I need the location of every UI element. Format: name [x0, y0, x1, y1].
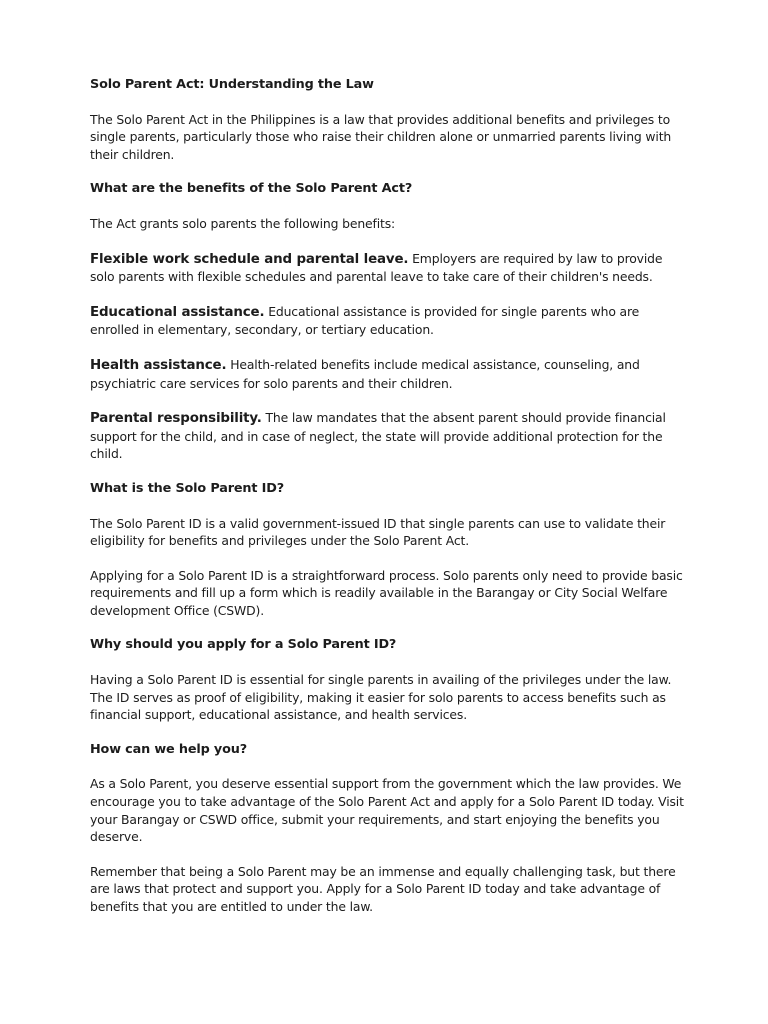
- document-page: [90, 76, 690, 933]
- benefit-title: Health assistance.: [90, 357, 227, 373]
- section-heading-solo-parent-id: What is the Solo Parent ID?: [90, 480, 284, 496]
- section-heading-benefits: What are the benefits of the Solo Parent Act?: [90, 181, 413, 197]
- benefit-text: Employers are required by law to provide solo parents with flexible schedules and parental leave to take care of their children's needs.: [90, 250, 663, 285]
- benefit-text: Educational assistance is provided for single parents who are enrolled in elementary, secondary, or tertiary education.: [90, 303, 640, 338]
- benefit-item: [90, 409, 690, 463]
- benefit-title: Parental responsibility.: [90, 411, 262, 427]
- help-paragraph: As a Solo Parent, you deserve essential support from the government which the law provides. We encourage you to take advantage of the Solo Parent Act and apply for a Solo Parent ID today. Visit your Barangay or CSWD office, submit your requirements, and start enjoying the benefits you deserve.: [90, 776, 684, 845]
- section-heading-help: How can we help you?: [90, 741, 247, 757]
- benefits-intro-paragraph: The Act grants solo parents the following benefits:: [90, 215, 396, 231]
- document-title: Solo Parent Act: Understanding the Law: [90, 77, 374, 92]
- benefit-item: [90, 356, 690, 392]
- applying-paragraph: Applying for a Solo Parent ID is a straightforward process. Solo parents only need to provide basic requirements and fill up a form which is readily available in the Barangay or City Social Welfare development Office (CSWD).: [90, 567, 683, 618]
- why-apply-paragraph: Having a Solo Parent ID is essential for single parents in availing of the privileges under the law. The ID serves as proof of eligibility, making it easier for solo parents to access benefits such as financial support, educational assistance, and health services.: [90, 672, 672, 723]
- benefit-item: [90, 303, 690, 339]
- benefit-title: Educational assistance.: [90, 304, 265, 320]
- section-heading-why-apply: Why should you apply for a Solo Parent ID?: [90, 637, 397, 653]
- solo-parent-id-paragraph: The Solo Parent ID is a valid government-issued ID that single parents can use to validate their eligibility for benefits and privileges under the Solo Parent Act.: [90, 515, 666, 549]
- intro-paragraph: The Solo Parent Act in the Philippines is a law that provides additional benefits and privileges to single parents, particularly those who raise their children alone or unmarried parents living with their children.: [90, 111, 672, 162]
- benefit-item: [90, 250, 690, 286]
- closing-paragraph: Remember that being a Solo Parent may be an immense and equally challenging task, but there are laws that protect and support you. Apply for a Solo Parent ID today and take advantage of benefits that you are entitled to under the law.: [90, 863, 676, 914]
- benefit-title: Flexible work schedule and parental leave.: [90, 251, 409, 267]
- benefit-text: The law mandates that the absent parent should provide financial support for the child, and in case of neglect, the state will provide additional protection for the child.: [90, 410, 666, 462]
- benefit-text: Health-related benefits include medical assistance, counseling, and psychiatric care services for solo parents and their children.: [90, 356, 640, 391]
